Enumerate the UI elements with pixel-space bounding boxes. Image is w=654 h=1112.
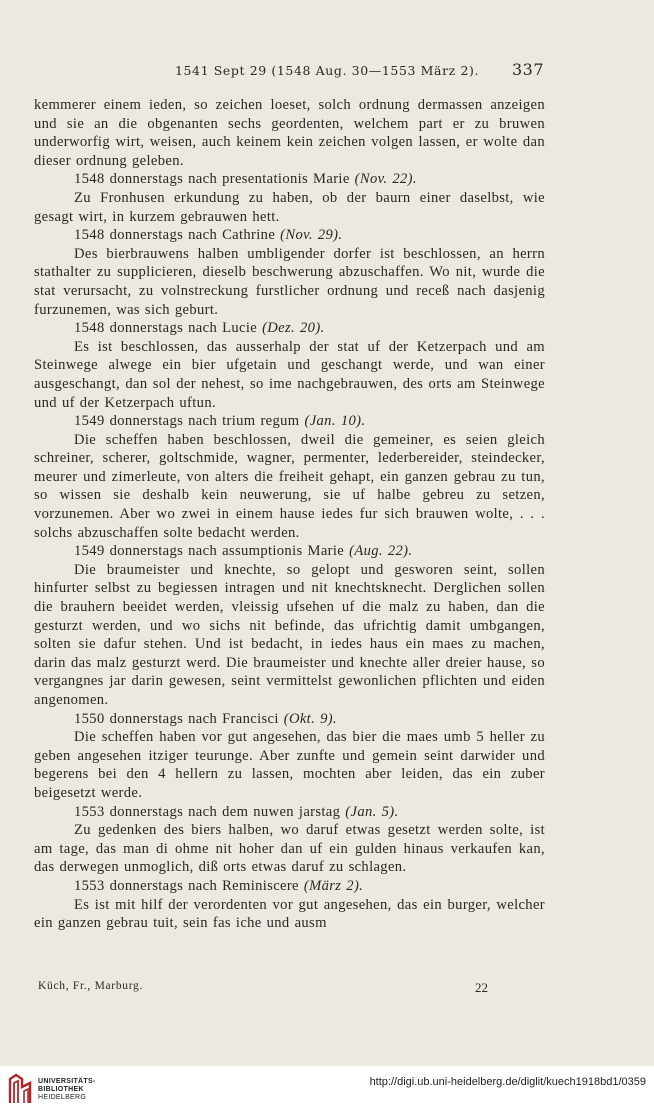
page-number: 337 [511,60,544,79]
paragraph-text: Zu Fronhusen erkundung zu haben, ob der baurn einer daselbst, wie gesagt wirt, in kurzem gebrauwen hett. [34,189,545,225]
entry-heading [34,710,545,729]
author-imprint: Küch, Fr., Marburg. [38,980,144,992]
entry-date: (Nov. 29). [280,227,343,244]
paragraph-text: 1548 donnerstags nach Cathrine [74,227,281,244]
paragraph [34,431,545,543]
entry-heading [34,803,545,822]
paragraph [34,96,545,170]
entry-date: (Jan. 5). [345,803,399,820]
entry-date: (Dez. 20). [262,320,325,337]
paragraph [34,245,545,319]
entry-heading [34,412,545,431]
paragraph-text: 1549 donnerstags nach trium regum [74,413,305,430]
library-name: UNIVERSITÄTS- BIBLIOTHEK HEIDELBERG [38,1078,96,1101]
paragraph [34,728,545,802]
paragraph-text: Die braumeister und knechte, so gelopt und gesworen seint, sollen hinfurter selbst zu begiessen intragen und nit knechtsknecht. Derglichen sollen die brauhern beeidet werden, vleissig ufsehen uf die malz zu haben, dan die gesturzt werden, und wo sichs nit befinde, das ufrichtig damit umbgangen, solten sie dafur stehen. Und ist bedacht, in iedes haus ein maes zu machen, darin das malz gesturzt werd. Die braumeister und knechte aller dreier hause, so vergangnes jar darin gewesen, seint vermittelst gewonlichen pflichten und eiden angenomen. [34,561,545,708]
entry-heading [34,877,545,896]
paragraph-text: kemmerer einem ieden, so zeichen loeset, solch ordnung dermassen anzeigen und sie an die obgenanten sechs geordenten, welchem part er zu bruwen underworfig wirt, weisen, auch keinem kein zeichen volgen lassen, er wolte dan dieser ordnung geleben. [34,97,545,169]
paragraph-text: 1548 donnerstags nach presentationis Marie [74,171,355,188]
paragraph-text: 1553 donnerstags nach dem nuwen jarstag [74,803,346,820]
entry-date: (Jan. 10). [304,413,366,430]
entry-date: (Okt. 9). [283,710,337,727]
paragraph [34,896,545,933]
paragraph-text: Es ist mit hilf der verordenten vor gut angesehen, das ein burger, welcher ein ganzen gebrau tuit, sein fas iche und ausm [34,896,545,932]
library-bar [0,1066,654,1112]
paragraph [34,821,545,877]
paragraph-text: Die scheffen haben beschlossen, dweil die gemeiner, es seien gleich schreiner, scherer, goltschmide, wagner, permenter, lederbereider, steindecker, meurer und zimerleute, von alters die freiheit gehapt, ein ganzen gebrau zu tun, so wissen sie deshalb kein neuwerung, sie uf halbe gebreu zu setzen, vorzunemen. Aber wo zwei in einem hause iedes fur sich brauwen wolte, . . . solchs abzuschaffen solte bedacht werden. [34,431,545,541]
paragraph-text: Die scheffen haben vor gut angesehen, das bier die maes umb 5 heller zu geben angesehen itziger teurunge. Aber zunfte und gemein seint darwider und begerens bei den 4 hellern zu lassen, mochten aber leiden, das ein zuber beigesetzt werde. [34,729,545,801]
paragraph-text: 1548 donnerstags nach Lucie [74,320,263,337]
header-title: 1541 Sept 29 (1548 Aug. 30—1553 März 2). [174,63,480,78]
entry-heading [34,542,545,561]
paragraph-text: Zu gedenken des biers halben, wo daruf etwas gesetzt werden solte, ist am tage, das man di ohme nit hoher dan uf ein gulden hinaus verkaufen kan, das derwegen unmoglich, diß orts etwas daruf zu schlagen. [34,822,545,876]
paragraph [34,189,545,226]
entry-heading [34,226,545,245]
paragraph-text: Es ist beschlossen, das ausserhalp der stat uf der Ketzerpach und am Steinwege alwege ein bier ufgetain und geschangt werde, und wan einer ausgeschangt, dan sol der nehest, so ime nachgebrauwen, des orts am Steinwege und uf der Ketzerpach uftun. [34,338,545,411]
paragraph [34,561,545,710]
entry-date: (Aug. 22). [349,543,413,560]
paragraph-text: Des bierbrauwens halben umbligender dorfer ist beschlossen, an herrn stathalter zu supplicieren, dieselb beschwerung abzuschaffen. Wo nit, wurde die stat verursacht, zu volnstreckung furstlicher ordnung und receß nach dasjenig furzunemen, was sich geburt. [34,245,545,318]
library-logo-icon [6,1073,34,1105]
signature-line [38,980,488,995]
entry-heading [34,170,545,189]
paragraph-text: 1550 donnerstags nach Francisci [74,710,284,727]
entry-date: (Nov. 22). [354,171,417,188]
paragraph [34,338,545,412]
paragraph-text: 1553 donnerstags nach Reminiscere [74,877,304,894]
entry-heading [34,319,545,338]
signature-mark: 22 [475,980,488,995]
permalink-url[interactable]: http://digi.ub.uni-heidelberg.de/diglit/kuech1918bd1/0359 [369,1076,646,1088]
body-text [34,96,545,933]
running-header [0,60,654,82]
entry-date: (März 2). [303,877,364,894]
paragraph-text: 1549 donnerstags nach assumptionis Marie [74,543,350,560]
